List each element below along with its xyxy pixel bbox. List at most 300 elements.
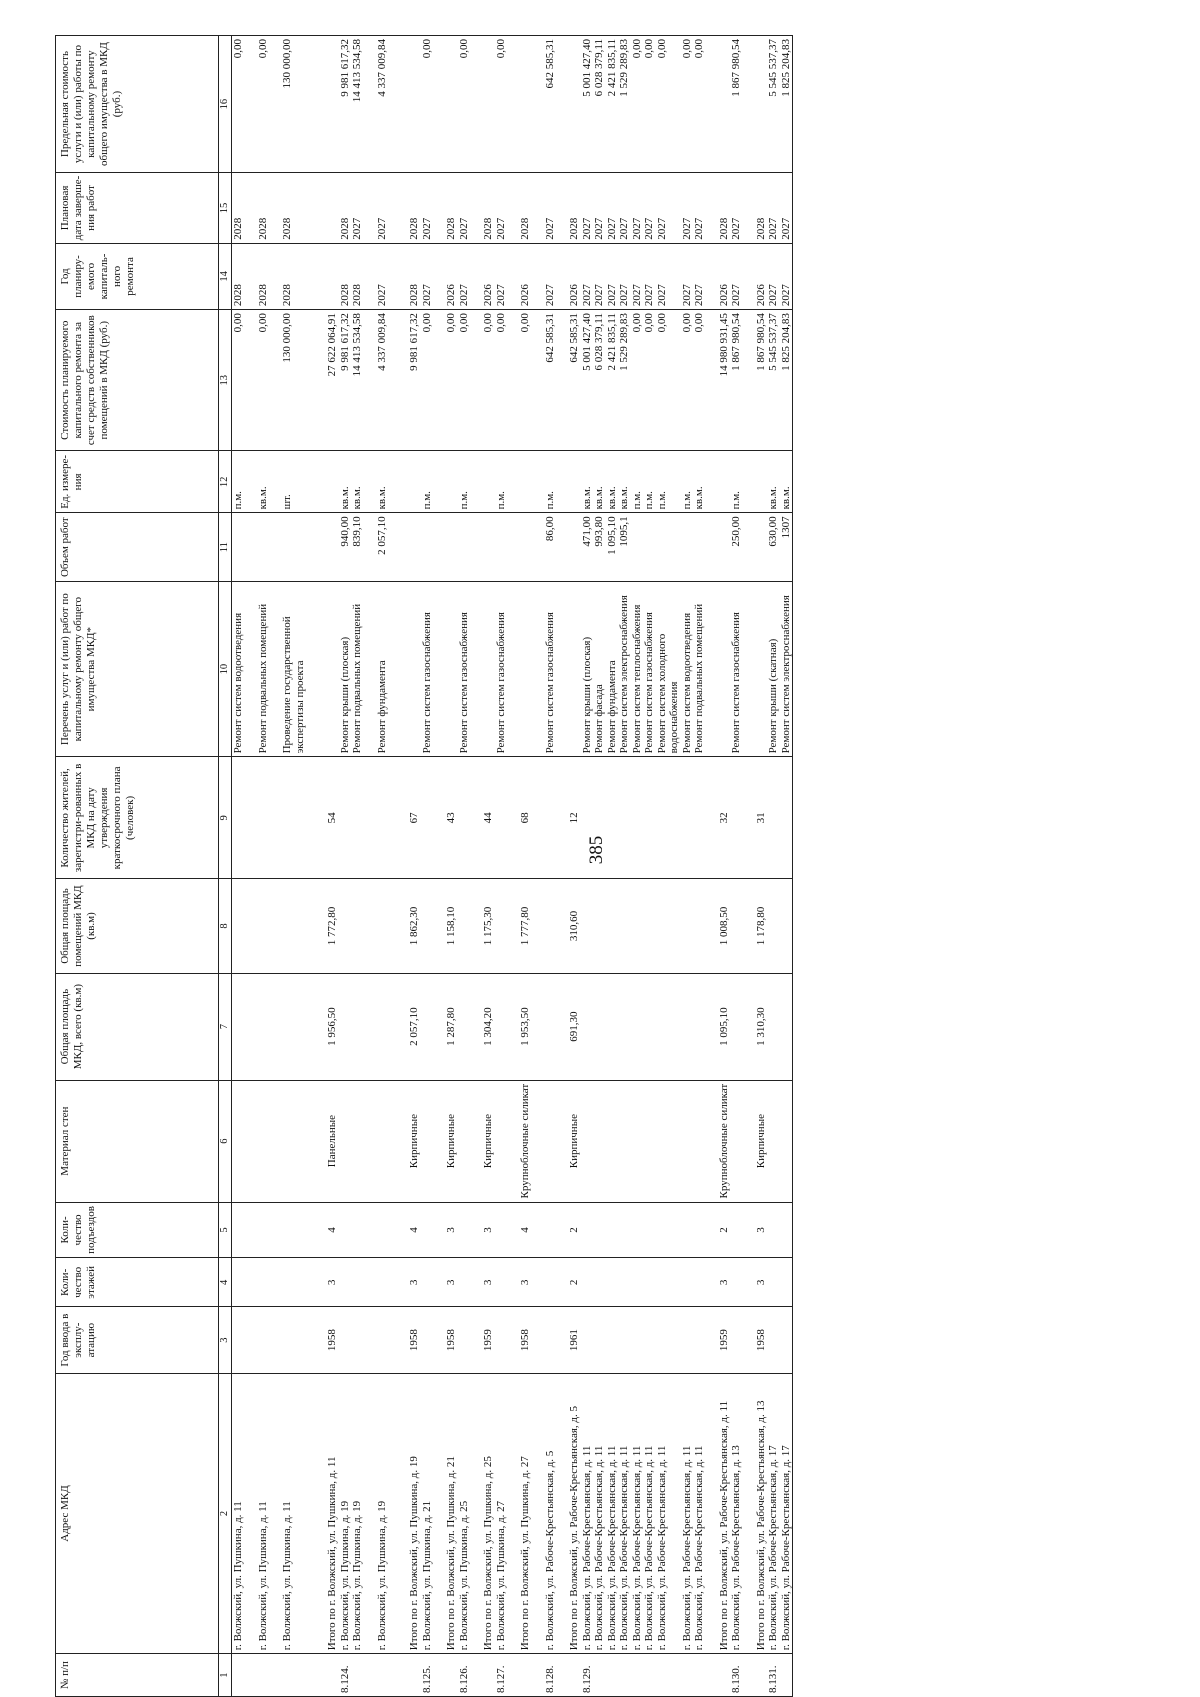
spacer-cell xyxy=(743,36,755,173)
cell-end-date: 2028 xyxy=(408,173,421,244)
cell-entrances xyxy=(458,1202,471,1258)
cell-residents xyxy=(780,757,793,879)
cell-end-date: 2027 xyxy=(421,173,434,244)
cell-work-type: Ремонт фундамента xyxy=(606,581,619,757)
table-row xyxy=(257,36,270,1697)
spacer-cell xyxy=(556,1307,568,1373)
spacer-cell xyxy=(556,757,568,879)
cell-repair-year: 2027 xyxy=(767,243,780,309)
cell-premises-area: 310,60 xyxy=(568,879,581,973)
row-spacer xyxy=(388,36,408,1697)
cell-unit: кв.м. xyxy=(581,451,594,513)
cell-total-area xyxy=(681,973,694,1080)
cell-address: г. Волжский, ул. Рабоче-Крестьянская, д. 11 xyxy=(631,1373,644,1653)
cell-residents xyxy=(606,757,619,879)
cell-num: 8.126. xyxy=(458,1654,471,1697)
cell-premises-area: 1 158,10 xyxy=(445,879,458,973)
spacer-cell xyxy=(470,879,482,973)
cell-floors xyxy=(544,1258,557,1307)
spacer-cell xyxy=(364,1202,376,1258)
cell-unit: кв.м. xyxy=(593,451,606,513)
cell-year xyxy=(767,1307,780,1373)
cell-cost: 14 413 534,58 xyxy=(351,310,364,451)
cell-unit: кв.м. xyxy=(339,451,352,513)
spacer-cell xyxy=(306,243,326,309)
table-row xyxy=(730,36,743,1697)
cell-floors xyxy=(581,1258,594,1307)
cell-entrances: 4 xyxy=(326,1202,339,1258)
cell-unit: кв.м. xyxy=(767,451,780,513)
cell-residents xyxy=(730,757,743,879)
cell-cost: 0,00 xyxy=(482,310,495,451)
cell-premises-area xyxy=(458,879,471,973)
cell-num xyxy=(593,1654,606,1697)
header-work-type: Перечень услуг и (или) работ по капитальному ремонту общего имущества МКД* xyxy=(56,581,219,757)
spacer-cell xyxy=(245,757,257,879)
cell-unit: кв.м. xyxy=(693,451,706,513)
cell-num xyxy=(656,1654,681,1697)
spacer-cell xyxy=(556,581,568,757)
cell-num: 8.129. xyxy=(581,1654,594,1697)
cell-max-cost: 0,00 xyxy=(458,36,471,173)
row-spacer xyxy=(245,36,257,1697)
header-end-date: Плановая дата заверше-ния работ xyxy=(56,173,219,244)
spacer-cell xyxy=(388,310,408,451)
cell-end-date: 2027 xyxy=(593,173,606,244)
spacer-cell xyxy=(306,1373,326,1653)
cell-max-cost: 1 867 980,54 xyxy=(730,36,743,173)
cell-address: г. Волжский, ул. Пушкина, д. 19 xyxy=(339,1373,352,1653)
repair-plan-table xyxy=(55,35,793,1697)
cell-repair-year: 2028 xyxy=(257,243,270,309)
cell-year: 1959 xyxy=(482,1307,495,1373)
cell-cost: 0,00 xyxy=(631,310,644,451)
cell-residents xyxy=(544,757,557,879)
spacer-cell xyxy=(743,1307,755,1373)
spacer-cell xyxy=(364,1654,376,1697)
cell-end-date: 2027 xyxy=(767,173,780,244)
cell-work-type: Проведение государственной экспертизы проекта xyxy=(281,581,306,757)
cell-num xyxy=(755,1654,768,1697)
cell-end-date: 2028 xyxy=(482,173,495,244)
cell-floors: 3 xyxy=(482,1258,495,1307)
cell-volume xyxy=(408,513,421,581)
cell-max-cost: 642 585,31 xyxy=(544,36,557,173)
cell-address: г. Волжский, ул. Рабоче-Крестьянская, д. 11 xyxy=(593,1373,606,1653)
header-entrances: Коли-чество подъездов xyxy=(56,1202,219,1258)
table-row xyxy=(693,36,706,1697)
cell-address: г. Волжский, ул. Пушкина, д. 11 xyxy=(257,1373,270,1653)
cell-unit xyxy=(718,451,731,513)
cell-total-area xyxy=(495,973,508,1080)
spacer-cell xyxy=(532,1654,544,1697)
cell-volume xyxy=(421,513,434,581)
spacer-cell xyxy=(388,879,408,973)
spacer-cell xyxy=(743,1373,755,1653)
table-body xyxy=(232,36,793,1697)
table-row xyxy=(681,36,694,1697)
spacer-cell xyxy=(364,173,376,244)
spacer-cell xyxy=(364,1258,376,1307)
table-row xyxy=(421,36,434,1697)
cell-premises-area xyxy=(257,879,270,973)
table-row xyxy=(631,36,644,1697)
cell-work-type xyxy=(482,581,495,757)
cell-year: 1958 xyxy=(408,1307,421,1373)
cell-floors xyxy=(780,1258,793,1307)
cell-total-area xyxy=(730,973,743,1080)
row-spacer xyxy=(743,36,755,1697)
spacer-cell xyxy=(532,513,544,581)
spacer-cell xyxy=(245,581,257,757)
column-number: 1 xyxy=(219,1654,232,1697)
cell-max-cost xyxy=(408,36,421,173)
cell-end-date: 2028 xyxy=(445,173,458,244)
spacer-cell xyxy=(388,1080,408,1202)
spacer-cell xyxy=(364,973,376,1080)
spacer-cell xyxy=(556,36,568,173)
cell-year: 1958 xyxy=(326,1307,339,1373)
cell-year xyxy=(780,1307,793,1373)
cell-entrances: 4 xyxy=(408,1202,421,1258)
cell-address: г. Волжский, ул. Рабоче-Крестьянская, д. 11 xyxy=(581,1373,594,1653)
cell-total-area xyxy=(693,973,706,1080)
cell-cost: 9 981 617,32 xyxy=(339,310,352,451)
cell-num xyxy=(445,1654,458,1697)
cell-cost: 9 981 617,32 xyxy=(408,310,421,451)
cell-floors: 3 xyxy=(445,1258,458,1307)
cell-work-type: Ремонт систем водоотведения xyxy=(232,581,245,757)
cell-entrances: 4 xyxy=(519,1202,532,1258)
cell-wall-material: Кирпичные xyxy=(568,1080,581,1202)
spacer-cell xyxy=(433,581,445,757)
cell-cost: 4 337 009,84 xyxy=(376,310,389,451)
cell-residents xyxy=(421,757,434,879)
spacer-cell xyxy=(245,1654,257,1697)
cell-wall-material xyxy=(767,1080,780,1202)
cell-unit: кв.м. xyxy=(376,451,389,513)
cell-premises-area xyxy=(643,879,656,973)
cell-premises-area: 1 175,30 xyxy=(482,879,495,973)
header-premises-area: Общая площадь помещений МКД (кв.м) xyxy=(56,879,219,973)
cell-floors xyxy=(495,1258,508,1307)
cell-work-type: Ремонт систем водоотведения xyxy=(681,581,694,757)
spacer-cell xyxy=(433,879,445,973)
cell-wall-material xyxy=(643,1080,656,1202)
cell-entrances: 3 xyxy=(445,1202,458,1258)
spacer-cell xyxy=(470,1654,482,1697)
cell-total-area xyxy=(767,973,780,1080)
cell-cost: 0,00 xyxy=(681,310,694,451)
cell-total-area xyxy=(421,973,434,1080)
cell-repair-year: 2028 xyxy=(232,243,245,309)
spacer-cell xyxy=(470,1373,482,1653)
spacer-cell xyxy=(433,451,445,513)
cell-work-type: Ремонт фундамента xyxy=(376,581,389,757)
cell-wall-material xyxy=(618,1080,631,1202)
cell-work-type: Ремонт систем газоснабжения xyxy=(730,581,743,757)
cell-address: Итого по г. Волжский, ул. Рабоче-Крестьянская, д. 13 xyxy=(755,1373,768,1653)
table-row xyxy=(326,36,339,1697)
cell-end-date: 2028 xyxy=(568,173,581,244)
page-number: 385 xyxy=(586,835,607,865)
spacer-cell xyxy=(706,173,718,244)
cell-end-date: 2028 xyxy=(281,173,306,244)
cell-repair-year: 2026 xyxy=(755,243,768,309)
cell-end-date: 2027 xyxy=(693,173,706,244)
cell-repair-year: 2027 xyxy=(730,243,743,309)
cell-address: г. Волжский, ул. Рабоче-Крестьянская, д. 17 xyxy=(780,1373,793,1653)
cell-volume xyxy=(643,513,656,581)
spacer-cell xyxy=(706,1654,718,1697)
cell-address: г. Волжский, ул. Рабоче-Крестьянская, д. 11 xyxy=(656,1373,681,1653)
row-spacer xyxy=(306,36,326,1697)
cell-residents: 54 xyxy=(326,757,339,879)
spacer-cell xyxy=(706,879,718,973)
cell-repair-year: 2028 xyxy=(408,243,421,309)
spacer-cell xyxy=(532,1307,544,1373)
spacer-cell xyxy=(269,36,281,173)
cell-wall-material xyxy=(581,1080,594,1202)
cell-address: г. Волжский, ул. Рабоче-Крестьянская, д. 5 xyxy=(544,1373,557,1653)
cell-address: г. Волжский, ул. Рабоче-Крестьянская, д. 11 xyxy=(618,1373,631,1653)
cell-address: г. Волжский, ул. Пушкина, д. 21 xyxy=(421,1373,434,1653)
cell-floors: 3 xyxy=(718,1258,731,1307)
spacer-cell xyxy=(433,1202,445,1258)
cell-premises-area: 1 772,80 xyxy=(326,879,339,973)
cell-cost: 1 529 289,83 xyxy=(618,310,631,451)
column-number: 12 xyxy=(219,451,232,513)
spacer-cell xyxy=(433,513,445,581)
spacer-cell xyxy=(388,1307,408,1373)
cell-address: Итого по г. Волжский, ул. Рабоче-Крестьянская, д. 5 xyxy=(568,1373,581,1653)
cell-end-date: 2027 xyxy=(643,173,656,244)
cell-residents xyxy=(593,757,606,879)
cell-residents: 68 xyxy=(519,757,532,879)
cell-work-type xyxy=(519,581,532,757)
spacer-cell xyxy=(306,1080,326,1202)
cell-max-cost: 0,00 xyxy=(693,36,706,173)
table-row xyxy=(755,36,768,1697)
cell-max-cost: 0,00 xyxy=(232,36,245,173)
column-number: 7 xyxy=(219,973,232,1080)
table-row xyxy=(568,36,581,1697)
cell-floors: 2 xyxy=(568,1258,581,1307)
cell-work-type xyxy=(755,581,768,757)
spacer-cell xyxy=(364,513,376,581)
column-number: 5 xyxy=(219,1202,232,1258)
spacer-cell xyxy=(507,243,519,309)
spacer-cell xyxy=(388,451,408,513)
cell-end-date: 2028 xyxy=(257,173,270,244)
cell-num: 8.125. xyxy=(421,1654,434,1697)
spacer-cell xyxy=(507,1373,519,1653)
spacer-cell xyxy=(364,879,376,973)
cell-floors xyxy=(376,1258,389,1307)
cell-max-cost: 14 413 534,58 xyxy=(351,36,364,173)
cell-wall-material: Крупноблочные силикат xyxy=(519,1080,532,1202)
cell-unit xyxy=(482,451,495,513)
spacer-cell xyxy=(743,1258,755,1307)
spacer-cell xyxy=(556,310,568,451)
cell-cost: 642 585,31 xyxy=(544,310,557,451)
cell-repair-year: 2027 xyxy=(606,243,619,309)
column-number-row xyxy=(219,36,232,1697)
cell-work-type: Ремонт систем электроснабжения xyxy=(780,581,793,757)
spacer-cell xyxy=(269,1202,281,1258)
cell-num: 8.127. xyxy=(495,1654,508,1697)
cell-wall-material xyxy=(376,1080,389,1202)
cell-wall-material: Панельные xyxy=(326,1080,339,1202)
cell-work-type xyxy=(445,581,458,757)
spacer-cell xyxy=(532,879,544,973)
spacer-cell xyxy=(470,1307,482,1373)
spacer-cell xyxy=(245,243,257,309)
table-row xyxy=(718,36,731,1697)
cell-repair-year: 2027 xyxy=(544,243,557,309)
spacer-cell xyxy=(507,1307,519,1373)
cell-residents xyxy=(495,757,508,879)
cell-volume xyxy=(519,513,532,581)
cell-num xyxy=(519,1654,532,1697)
spacer-cell xyxy=(245,310,257,451)
spacer-cell xyxy=(364,581,376,757)
spacer-cell xyxy=(269,1654,281,1697)
cell-end-date: 2027 xyxy=(656,173,681,244)
spacer-cell xyxy=(306,581,326,757)
header-wall-material: Материал стен xyxy=(56,1080,219,1202)
cell-volume xyxy=(718,513,731,581)
cell-premises-area xyxy=(681,879,694,973)
cell-premises-area xyxy=(780,879,793,973)
cell-num xyxy=(643,1654,656,1697)
spacer-cell xyxy=(269,243,281,309)
table-row xyxy=(351,36,364,1697)
cell-floors: 3 xyxy=(326,1258,339,1307)
spacer-cell xyxy=(706,581,718,757)
spacer-cell xyxy=(470,581,482,757)
cell-premises-area xyxy=(281,879,306,973)
cell-residents xyxy=(643,757,656,879)
cell-wall-material xyxy=(606,1080,619,1202)
cell-work-type: Ремонт крыши (плоская) xyxy=(339,581,352,757)
cell-unit: п.м. xyxy=(730,451,743,513)
cell-cost: 130 000,00 xyxy=(281,310,306,451)
header-max-cost: Предельная стоимость услуги и (или) работы по капитальному ремонту общего имущества в МКД (руб.) xyxy=(56,36,219,173)
cell-year xyxy=(681,1307,694,1373)
cell-num xyxy=(281,1654,306,1697)
cell-year: 1959 xyxy=(718,1307,731,1373)
cell-address: г. Волжский, ул. Пушкина, д. 11 xyxy=(281,1373,306,1653)
spacer-cell xyxy=(470,757,482,879)
cell-end-date: 2027 xyxy=(458,173,471,244)
cell-repair-year: 2027 xyxy=(643,243,656,309)
cell-entrances xyxy=(281,1202,306,1258)
spacer-cell xyxy=(532,1080,544,1202)
cell-entrances xyxy=(544,1202,557,1258)
column-number: 2 xyxy=(219,1373,232,1653)
spacer-cell xyxy=(706,1307,718,1373)
spacer-cell xyxy=(507,310,519,451)
spacer-cell xyxy=(306,1202,326,1258)
spacer-cell xyxy=(507,1202,519,1258)
cell-residents: 12 xyxy=(568,757,581,879)
cell-address: г. Волжский, ул. Рабоче-Крестьянская, д. 11 xyxy=(606,1373,619,1653)
cell-num: 8.130. xyxy=(730,1654,743,1697)
spacer-cell xyxy=(245,173,257,244)
cell-premises-area xyxy=(693,879,706,973)
spacer-cell xyxy=(556,1654,568,1697)
cell-residents xyxy=(681,757,694,879)
cell-total-area xyxy=(780,973,793,1080)
cell-year xyxy=(351,1307,364,1373)
spacer-cell xyxy=(743,243,755,309)
cell-volume xyxy=(326,513,339,581)
cell-floors xyxy=(730,1258,743,1307)
row-spacer xyxy=(470,36,482,1697)
cell-repair-year xyxy=(326,243,339,309)
spacer-cell xyxy=(507,36,519,173)
cell-repair-year: 2027 xyxy=(593,243,606,309)
table-row xyxy=(519,36,532,1697)
cell-wall-material xyxy=(458,1080,471,1202)
cell-entrances xyxy=(376,1202,389,1258)
cell-work-type xyxy=(718,581,731,757)
cell-address: Итого по г. Волжский, ул. Пушкина, д. 27 xyxy=(519,1373,532,1653)
cell-max-cost xyxy=(568,36,581,173)
spacer-cell xyxy=(470,243,482,309)
cell-year xyxy=(656,1307,681,1373)
cell-volume: 1307 xyxy=(780,513,793,581)
spacer-cell xyxy=(507,1258,519,1307)
spacer-cell xyxy=(743,973,755,1080)
cell-max-cost: 0,00 xyxy=(643,36,656,173)
cell-wall-material xyxy=(780,1080,793,1202)
cell-num xyxy=(408,1654,421,1697)
cell-entrances xyxy=(606,1202,619,1258)
cell-entrances xyxy=(232,1202,245,1258)
cell-year xyxy=(339,1307,352,1373)
cell-repair-year: 2028 xyxy=(281,243,306,309)
cell-volume xyxy=(458,513,471,581)
cell-repair-year: 2026 xyxy=(568,243,581,309)
cell-entrances xyxy=(351,1202,364,1258)
row-spacer xyxy=(269,36,281,1697)
cell-repair-year: 2027 xyxy=(656,243,681,309)
cell-unit: п.м. xyxy=(495,451,508,513)
cell-residents: 67 xyxy=(408,757,421,879)
spacer-cell xyxy=(245,1373,257,1653)
cell-unit xyxy=(755,451,768,513)
cell-residents xyxy=(351,757,364,879)
cell-volume xyxy=(693,513,706,581)
spacer-cell xyxy=(743,581,755,757)
spacer-cell xyxy=(433,310,445,451)
cell-entrances xyxy=(593,1202,606,1258)
cell-volume: 471,00 xyxy=(581,513,594,581)
cell-entrances: 3 xyxy=(755,1202,768,1258)
spacer-cell xyxy=(556,973,568,1080)
cell-floors xyxy=(257,1258,270,1307)
spacer-cell xyxy=(706,1080,718,1202)
cell-max-cost: 9 981 617,32 xyxy=(339,36,352,173)
cell-floors xyxy=(232,1258,245,1307)
cell-premises-area xyxy=(232,879,245,973)
spacer-cell xyxy=(743,879,755,973)
cell-work-type: Ремонт систем газоснабжения xyxy=(421,581,434,757)
header-address: Адрес МКД xyxy=(56,1373,219,1653)
column-number: 9 xyxy=(219,757,232,879)
